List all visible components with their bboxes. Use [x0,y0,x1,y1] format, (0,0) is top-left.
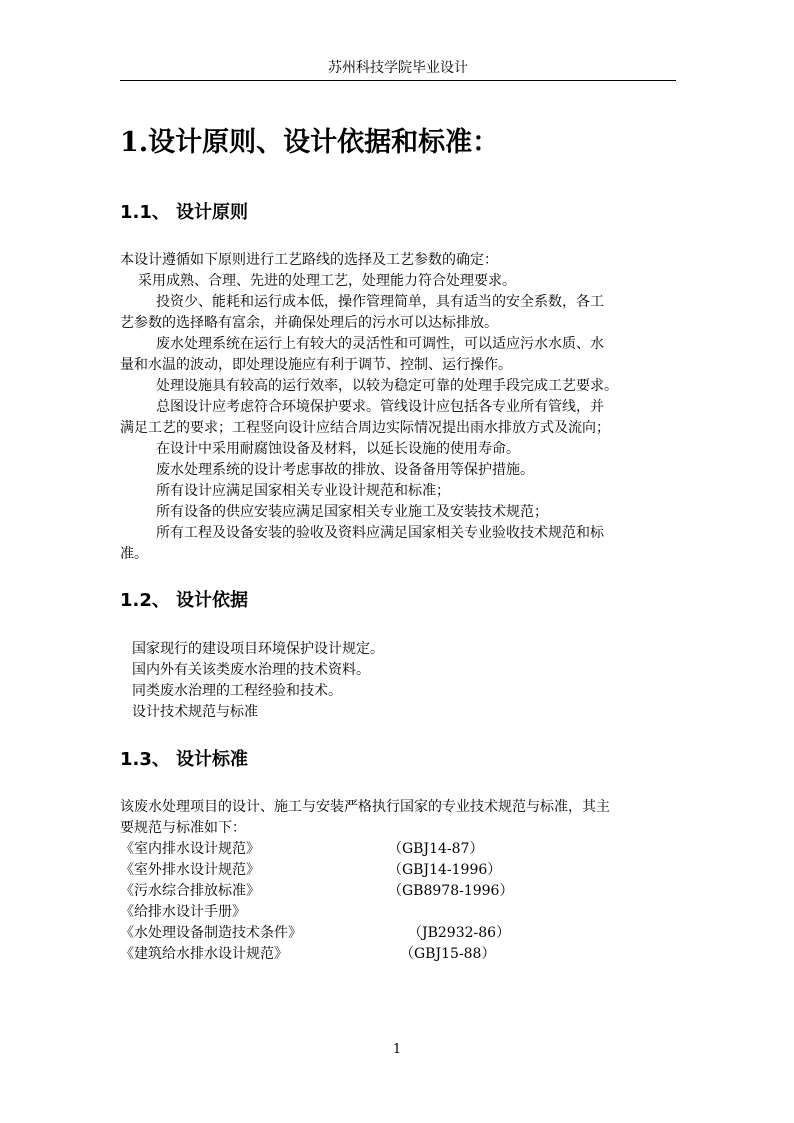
standard-item [120,839,484,859]
section-heading-1-1 [120,200,248,226]
section-heading-1-3 [120,747,248,773]
section-number: 1.2、 [120,590,170,611]
standard-name: 《给排水设计手册》 [120,904,246,920]
paragraph-line: 同类废水治理的工程经验和技术。 [132,683,342,699]
standard-code: （GBJ14-87） [388,841,484,857]
paragraph-line: 在设计中采用耐腐蚀设备及材料，以延长设施的使用寿命。 [156,441,520,457]
section-title: 设计原则 [176,202,248,223]
paragraph-line: 国内外有关该类废水治理的技术资料。 [132,662,370,678]
section-number: 1.3、 [120,749,170,770]
standard-item [120,860,502,880]
paragraph-line: 废水处理系统在运行上有较大的灵活性和可调性，可以适应污水水质、水 [156,336,604,352]
standard-code: （JB2932-86） [408,925,511,941]
paragraph-line: 投资少、能耗和运行成本低，操作管理简单，具有适当的安全系数，各工 [156,294,604,310]
paragraph-line: 国家现行的建设项目环境保护设计规定。 [132,641,384,657]
standard-name: 《室内排水设计规范》 [120,841,260,857]
paragraph-line: 废水处理系统的设计考虑事故的排放、设备备用等保护措施。 [156,462,534,478]
section-title: 设计依据 [176,590,248,611]
chapter-heading: 1.设计原则、设计依据和标准： [120,127,500,158]
paragraph-line: 该废水处理项目的设计、施工与安装严格执行国家的专业技术规范与标准，其主 [120,799,610,815]
paragraph-line: 艺参数的选择略有富余，并确保处理后的污水可以达标排放。 [120,315,498,331]
standard-name: 《建筑给水排水设计规范》 [120,946,288,962]
paragraph-line: 所有设备的供应安装应满足国家相关专业施工及安装技术规范； [156,504,548,520]
standard-code: （GB8978-1996） [388,883,514,899]
paragraph-line: 总图设计应考虑符合环境保护要求。管线设计应包括各专业所有管线，并 [156,399,604,415]
section-heading-1-2 [120,588,248,614]
paragraph-line: 准。 [120,546,148,562]
standard-code: （GBJ15-88） [400,946,496,962]
paragraph-line: 量和水温的波动，即处理设施应有利于调节、控制、运行操作。 [120,357,512,373]
header-title: 苏州科技学院毕业设计 [328,60,468,76]
paragraph-line: 所有设计应满足国家相关专业设计规范和标准； [156,483,450,499]
standard-item [120,944,496,964]
page-header [120,58,676,81]
paragraph-line: 处理设施具有较高的运行效率，以较为稳定可靠的处理手段完成工艺要求。 [156,378,618,394]
paragraph-line: 本设计遵循如下原则进行工艺路线的选择及工艺参数的确定： [120,252,498,268]
paragraph-line: 采用成熟、合理、先进的处理工艺，处理能力符合处理要求。 [138,273,516,289]
paragraph-line: 设计技术规范与标准 [132,704,258,720]
standard-name: 《室外排水设计规范》 [120,862,260,878]
standard-item [120,881,514,901]
page-number: 1 [392,1042,402,1057]
standard-item [120,923,511,943]
paragraph-line: 满足工艺的要求；工程竖向设计应结合周边实际情况提出雨水排放方式及流向； [120,420,610,436]
section-title: 设计标准 [176,749,248,770]
section-number: 1.1、 [120,202,170,223]
paragraph-line: 要规范与标准如下： [120,820,246,836]
standard-code: （GBJ14-1996） [388,862,502,878]
paragraph-line: 所有工程及设备安装的验收及资料应满足国家相关专业验收技术规范和标 [156,525,604,541]
standard-name: 《水处理设备制造技术条件》 [120,925,302,941]
standard-name: 《污水综合排放标准》 [120,883,260,899]
standard-item [120,902,246,922]
